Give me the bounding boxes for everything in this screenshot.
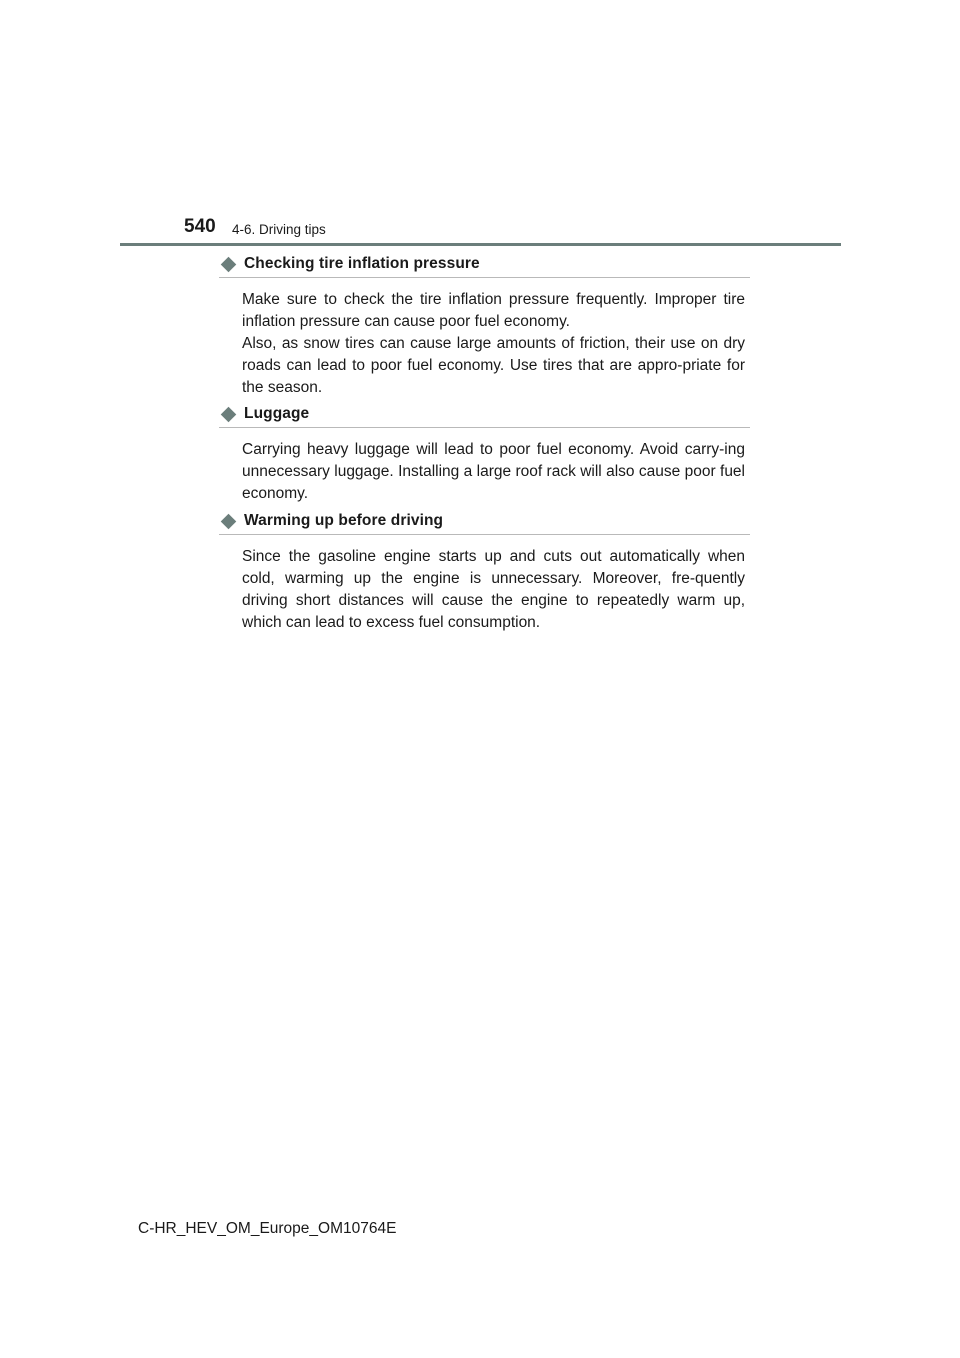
section-body xyxy=(242,546,745,634)
header-rule xyxy=(120,243,841,246)
footer-doc-code: C-HR_HEV_OM_Europe_OM10764E xyxy=(138,1220,397,1237)
section-heading-text: Warming up before driving xyxy=(244,512,444,529)
section-heading xyxy=(219,508,750,535)
section-heading-text: Checking tire inflation pressure xyxy=(244,255,480,272)
diamond-bullet-icon xyxy=(221,406,237,422)
section-heading xyxy=(219,251,750,278)
page-number: 540 xyxy=(184,216,216,237)
section-warming-up xyxy=(219,508,750,634)
section-body xyxy=(242,439,745,505)
diamond-bullet-icon xyxy=(221,513,237,529)
body-paragraph: Make sure to check the tire inflation pressure frequently. Improper tire inflation pressure can cause poor fuel economy. xyxy=(242,291,745,330)
section-label: 4-6. Driving tips xyxy=(232,222,326,237)
section-luggage xyxy=(219,401,750,505)
section-heading xyxy=(219,401,750,428)
diamond-bullet-icon xyxy=(221,256,237,272)
body-paragraph: Carrying heavy luggage will lead to poor fuel economy. Avoid carry-ing unnecessary luggage. Installing a large roof rack will also cause poor fuel economy. xyxy=(242,441,745,502)
body-paragraph: Also, as snow tires can cause large amounts of friction, their use on dry roads can lead to poor fuel economy. Use tires that are appro-priate for the season. xyxy=(242,335,745,396)
section-heading-text: Luggage xyxy=(244,405,310,422)
section-tire-pressure xyxy=(219,251,750,399)
section-body xyxy=(242,289,745,399)
body-paragraph: Since the gasoline engine starts up and cuts out automatically when cold, warming up the engine is unnecessary. Moreover, fre-quently driving short distances will cause the engine to repeatedly warm up, which can lead to excess fuel consumption. xyxy=(242,548,745,631)
